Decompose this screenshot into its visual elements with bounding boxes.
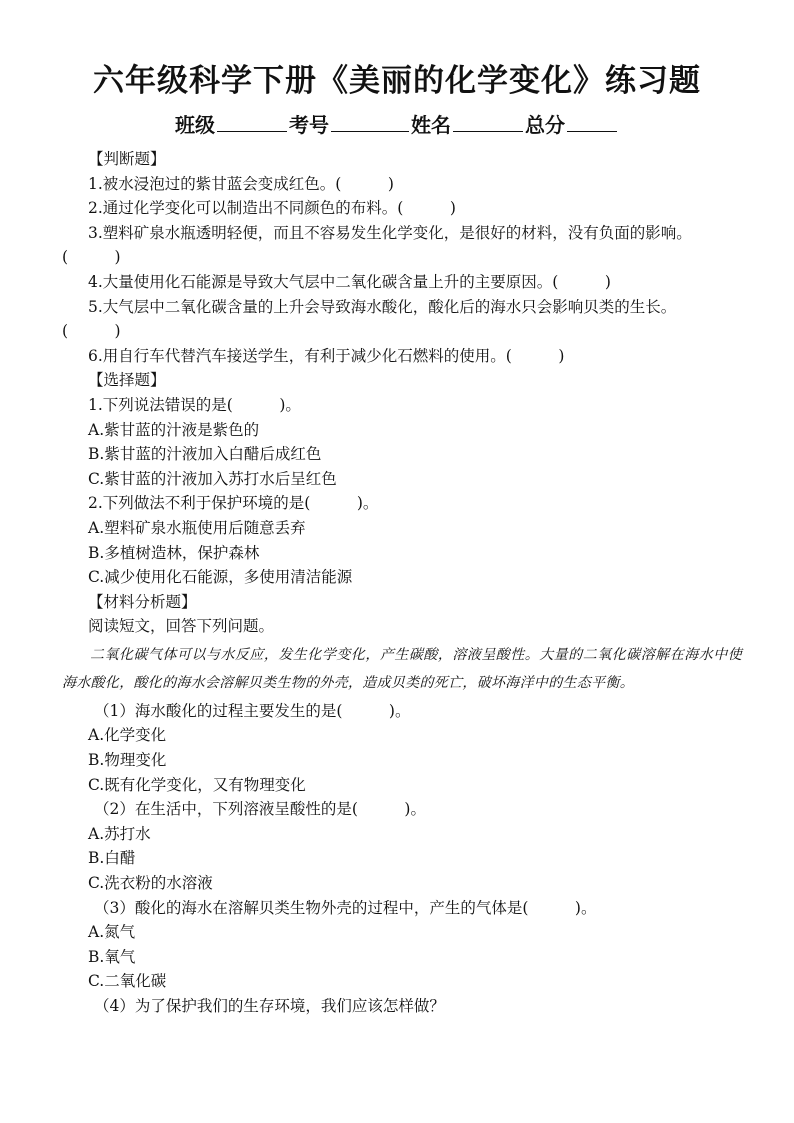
score-blank[interactable]: [567, 111, 617, 132]
class-blank[interactable]: [217, 111, 287, 132]
choice-option: C.减少使用化石能源，多使用清洁能源: [88, 568, 353, 587]
judge-question-4: 4.大量使用化石能源是导致大气层中二氧化碳含量上升的主要原因。( ): [88, 272, 611, 291]
material-option: C.二氧化碳: [88, 972, 167, 991]
judge-question-6: 6.用自行车代替汽车接送学生，有利于减少化石燃料的使用。( ): [88, 346, 565, 365]
choice-option: A.紫甘蓝的汁液是紫色的: [88, 420, 260, 439]
material-option: C.洗衣粉的水溶液: [88, 874, 213, 893]
material-option: A.化学变化: [88, 726, 167, 745]
name-label: 姓名: [411, 113, 451, 137]
section-heading-choice: 【选择题】: [88, 371, 166, 390]
judge-question-2: 2.通过化学变化可以制造出不同颜色的布料。( ): [88, 199, 456, 218]
number-label: 考号: [289, 113, 329, 137]
choice-question-1: 1.下列说法错误的是( )。: [88, 395, 301, 414]
choice-option: B.紫甘蓝的汁液加入白醋后成红色: [88, 445, 322, 464]
material-option: C.既有化学变化，又有物理变化: [88, 775, 306, 794]
worksheet-body: [62, 147, 742, 1019]
choice-option: A.塑料矿泉水瓶使用后随意丢弃: [88, 518, 306, 537]
material-option: B.氧气: [88, 947, 136, 966]
student-info-line: [0, 110, 794, 140]
material-question-3: （3）酸化的海水在溶解贝类生物外壳的过程中，产生的气体是( )。: [94, 898, 597, 917]
judge-question-3: 3.塑料矿泉水瓶透明轻便，而且不容易发生化学变化，是很好的材料，没有负面的影响。: [88, 223, 692, 242]
name-blank[interactable]: [453, 111, 523, 132]
material-question-4: （4）为了保护我们的生存环境，我们应该怎样做？: [94, 997, 445, 1015]
choice-option: B.多植树造林，保护森林: [88, 543, 260, 562]
score-label: 总分: [525, 113, 565, 137]
judge-question-5-blank: ( ): [62, 322, 121, 341]
material-question-1: （1）海水酸化的过程主要发生的是( )。: [94, 701, 411, 720]
material-intro: 阅读短文，回答下列问题。: [88, 617, 275, 636]
material-question-2: （2）在生活中，下列溶液呈酸性的是( )。: [94, 800, 426, 819]
material-option: A.苏打水: [88, 824, 151, 843]
class-label: 班级: [175, 113, 215, 137]
judge-question-5: 5.大气层中二氧化碳含量的上升会导致海水酸化，酸化后的海水只会影响贝类的生长。: [88, 297, 677, 316]
judge-question-3-blank: ( ): [62, 248, 121, 267]
material-option: B.白醋: [88, 849, 136, 868]
material-option: A.氮气: [88, 923, 136, 942]
material-option: B.物理变化: [88, 751, 167, 770]
section-heading-judge: 【判断题】: [88, 150, 166, 168]
choice-option: C.紫甘蓝的汁液加入苏打水后呈红色: [88, 469, 337, 488]
material-passage: 二氧化碳气体可以与水反应，发生化学变化，产生碳酸，溶液呈酸性。大量的二氧化碳溶解在海水中使海水酸化，酸化的海水会溶解贝类生物的外壳，造成贝类的死亡，破坏海洋中的生态平衡。: [62, 646, 742, 691]
choice-question-2: 2.下列做法不利于保护环境的是( )。: [88, 494, 379, 513]
number-blank[interactable]: [331, 111, 409, 132]
page-title: 六年级科学下册《美丽的化学变化》练习题: [93, 63, 701, 99]
judge-question-1: 1.被水浸泡过的紫甘蓝会变成红色。( ): [88, 174, 394, 193]
section-heading-material: 【材料分析题】: [88, 592, 197, 611]
